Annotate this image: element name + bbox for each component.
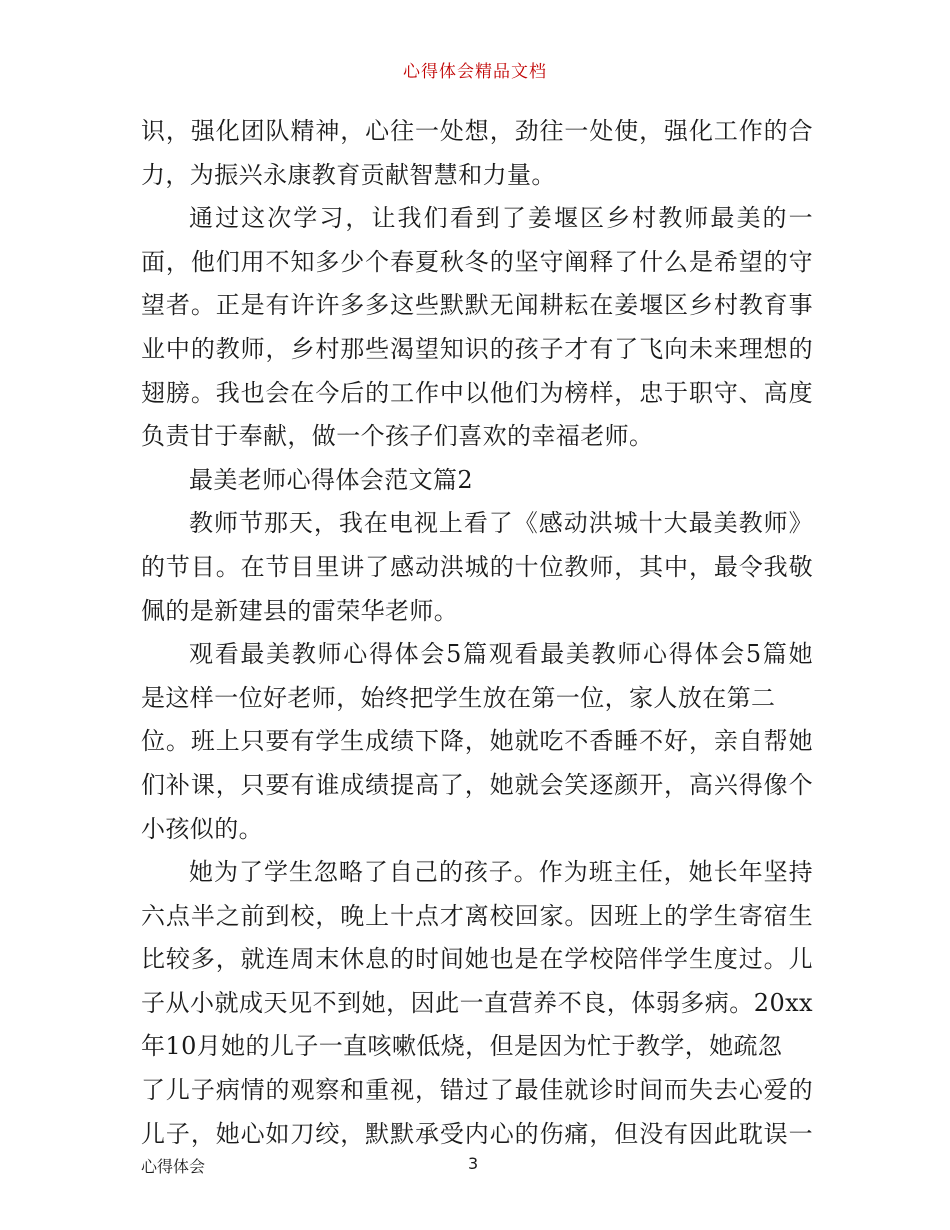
document-body: [141, 110, 813, 1156]
text-line: 儿子，她心如刀绞，默默承受内心的伤痛，但没有因此耽误一: [141, 1119, 813, 1148]
text-line: 比较多，就连周末休息的时间她也是在学校陪伴学生度过。儿: [141, 945, 813, 974]
text-line: 她为了学生忽略了自己的孩子。作为班主任，她长年坚持: [189, 858, 813, 887]
text-line: 望者。正是有许许多多这些默默无闻耕耘在姜堰区乡村教育事: [141, 291, 813, 320]
document-header-title: 心得体会精品文档: [403, 62, 547, 82]
text-line: 了儿子病情的观察和重视，错过了最佳就诊时间而失去心爱的: [141, 1076, 813, 1105]
text-line: 观看最美教师心得体会5篇观看最美教师心得体会5篇她: [189, 640, 813, 669]
text-line: 的节目。在节目里讲了感动洪城的十位教师，其中，最令我敬: [141, 552, 813, 581]
text-line: 识，强化团队精神，心往一处想，劲往一处使，强化工作的合: [141, 117, 813, 145]
footer-label: 心得体会: [141, 1157, 206, 1176]
text-line: 翅膀。我也会在今后的工作中以他们为榜样，忠于职守、高度: [141, 378, 813, 407]
text-line: 面，他们用不知多少个春夏秋冬的坚守阐释了什么是希望的守: [141, 247, 813, 276]
text-line: 业中的教师，乡村那些渴望知识的孩子才有了飞向未来理想的: [141, 334, 813, 363]
text-line: 们补课，只要有谁成绩提高了，她就会笑逐颜开，高兴得像个: [141, 770, 813, 799]
text-line: 佩的是新建县的雷荣华老师。: [141, 596, 459, 625]
section-heading: 最美老师心得体会范文篇2: [189, 465, 474, 494]
text-line: 通过这次学习，让我们看到了姜堰区乡村教师最美的一: [189, 204, 813, 233]
text-line: 是这样一位好老师，始终把学生放在第一位，家人放在第二: [141, 683, 776, 712]
text-line: 位。班上只要有学生成绩下降，她就吃不香睡不好，亲自帮她: [141, 727, 813, 756]
text-line: 年10月她的儿子一直咳嗽低烧，但是因为忙于教学，她疏忽: [141, 1032, 783, 1061]
text-line: 负责甘于奉献，做一个孩子们喜欢的幸福老师。: [141, 422, 654, 451]
text-line: 六点半之前到校，晚上十点才离校回家。因班上的学生寄宿生: [141, 901, 813, 930]
text-line: 力，为振兴永康教育贡献智慧和力量。: [141, 160, 556, 189]
text-line: 小孩似的。: [141, 814, 263, 843]
text-line: 教师节那天，我在电视上看了《感动洪城十大最美教师》: [189, 509, 813, 538]
page-number: 3: [468, 1154, 479, 1173]
text-line: 子从小就成天见不到她，因此一直营养不良，体弱多病。20xx: [141, 988, 813, 1017]
